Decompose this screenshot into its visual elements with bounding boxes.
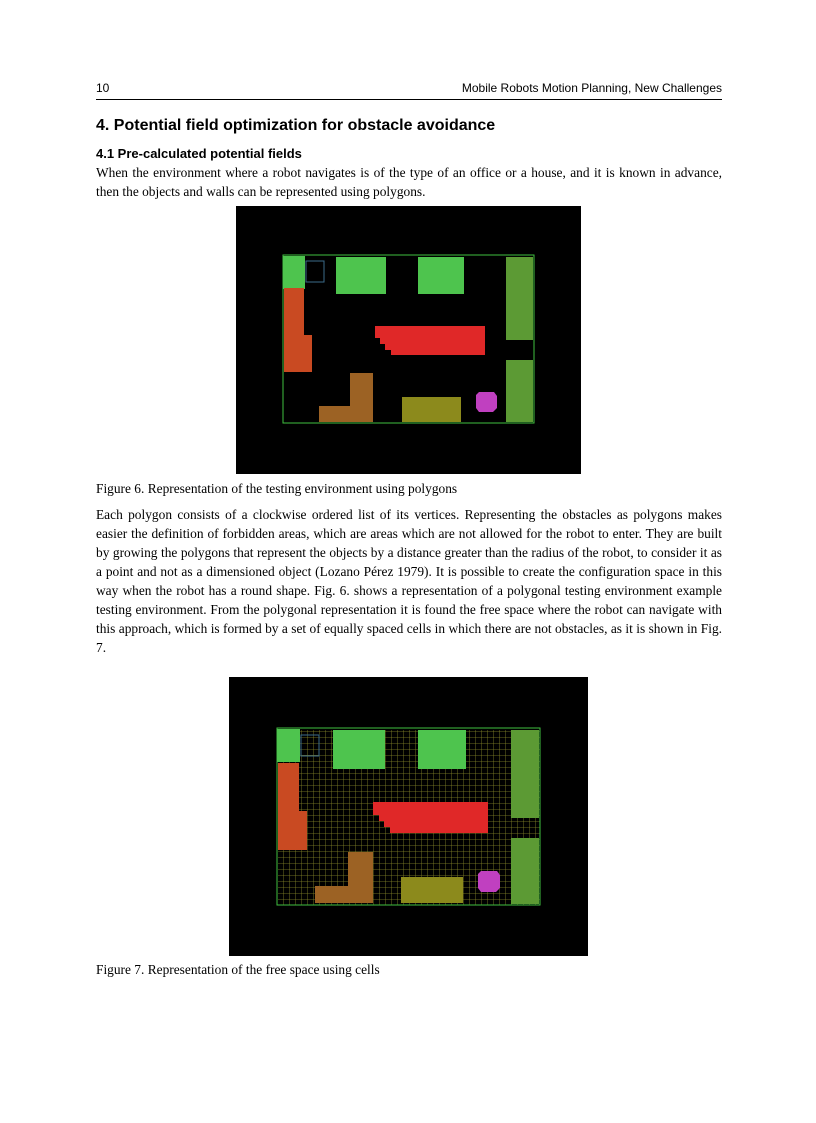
top-left-green-block: [283, 256, 305, 289]
subsection-title: 4.1 Pre-calculated potential fields: [96, 146, 302, 161]
magenta-target: [476, 392, 497, 412]
top-left-green-block: [277, 729, 300, 762]
figure-6-caption: Figure 6. Representation of the testing environment using polygons: [96, 481, 458, 496]
figure-6-svg: [236, 206, 581, 474]
bottom-olive-block: [401, 877, 463, 903]
section-title: 4. Potential field optimization for obstacle avoidance: [96, 117, 496, 134]
top-green-block-2: [418, 257, 464, 294]
book-title: Mobile Robots Motion Planning, New Challenges: [461, 81, 722, 95]
magenta-target: [478, 871, 500, 892]
top-green-block-1: [333, 730, 385, 769]
paragraph-intro: When the environment where a robot navigates is of the type of an office or a house, and it is known in advance, then the objects and walls can be represented using polygons.: [96, 165, 722, 199]
top-green-block-1: [336, 257, 386, 294]
bottom-olive-block: [402, 397, 461, 422]
right-olive-block-top: [506, 257, 533, 340]
running-header: [96, 81, 722, 100]
right-olive-block-top: [511, 730, 539, 818]
central-red-obstacle: [375, 326, 485, 355]
figure-7-caption: Figure 7. Representation of the free space using cells: [96, 962, 380, 977]
figure-6-environment-polygons: [236, 206, 581, 474]
page-number: 10: [96, 81, 110, 95]
top-green-block-2: [418, 730, 466, 769]
right-olive-block-bottom: [506, 360, 533, 422]
figure-7-free-space-cells: [229, 677, 588, 956]
figure-7-svg: [229, 677, 588, 956]
right-olive-block-bottom: [511, 838, 539, 904]
central-red-obstacle: [373, 802, 488, 833]
paragraph-polygons: Each polygon consists of a clockwise ordered list of its vertices. Representing the obstacles as polygons makes easier the definition of forbidden areas, which are areas which are not allowed for the robot to enter. They are built by growing the polygons that represent the objects by a distance greater than the radius of the robot, to consider it as a point and not as a dimensioned object (Lozano Pérez 1979). It is possible to create the configuration space in this way when the robot has a round shape. Fig. 6. shows a representation of a polygonal testing environment example testing environment. From the polygonal representation it is found the free space where the robot can navigate with this approach, which is formed by a set of equally spaced cells in which there are not obstacles, as it is shown in Fig. 7.: [96, 507, 722, 655]
